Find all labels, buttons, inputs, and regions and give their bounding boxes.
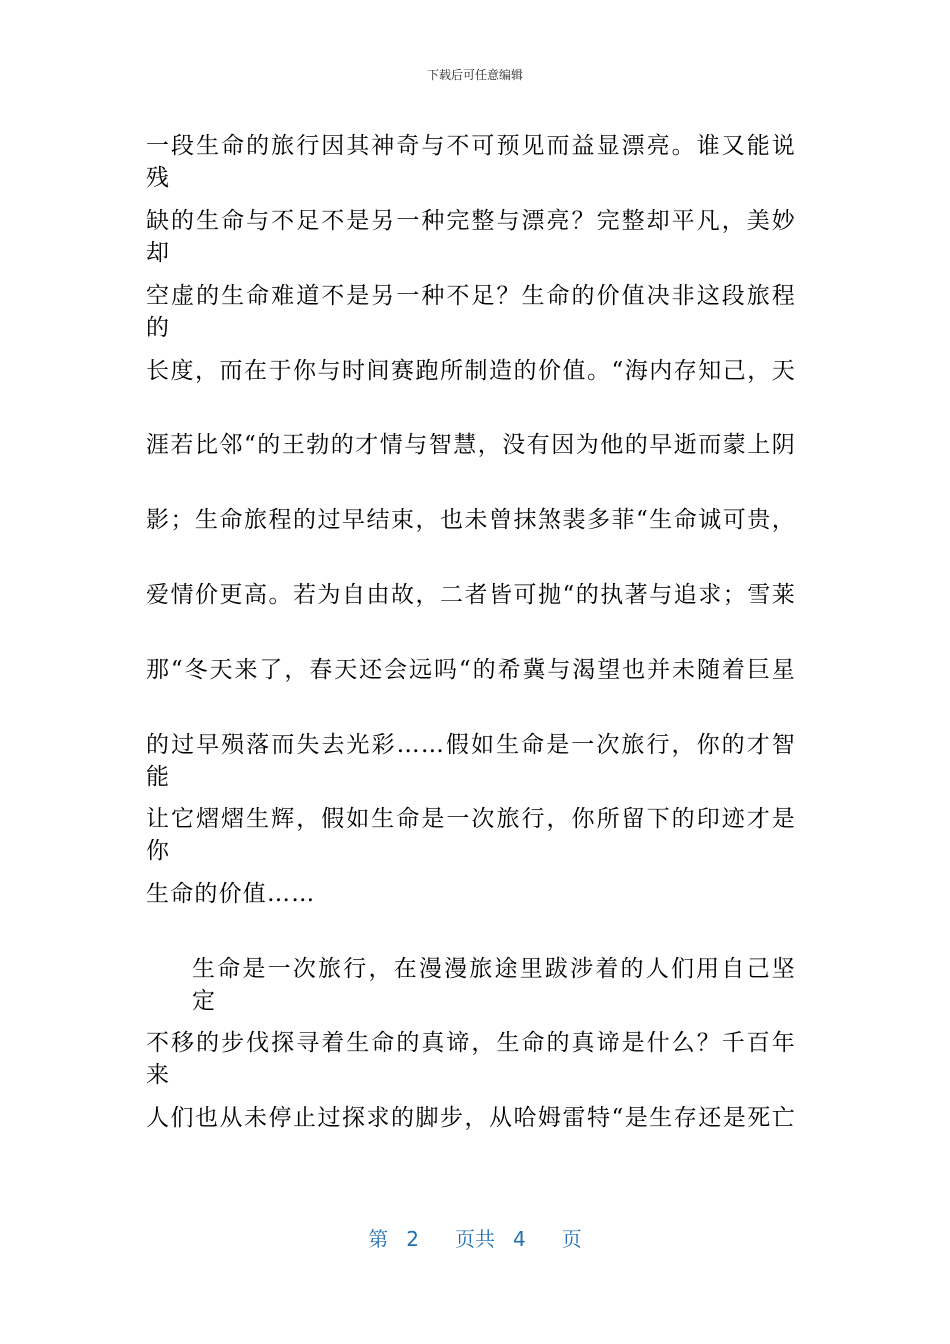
text-line: 空虚的生命难道不是另一种不足？生命的价值决非这段旅程的 xyxy=(146,283,796,341)
page-number-footer xyxy=(0,1226,950,1252)
total-pages-number: 4 xyxy=(513,1227,526,1251)
text-line: 生命的价值…… xyxy=(146,881,316,907)
text-line: 影；生命旅程的过早结束，也未曾抹煞裴多菲“生命诚可贵， xyxy=(146,507,796,533)
text-line: 长度，而在于你与时间赛跑所制造的价值。“海内存知己，天 xyxy=(146,358,796,384)
text-line: 那“冬天来了，春天还会远吗“的希冀与渴望也并未随着巨星 xyxy=(146,657,796,683)
page-prefix: 第 xyxy=(368,1227,389,1251)
text-line: 涯若比邻“的王勃的才情与智慧，没有因为他的早逝而蒙上阴 xyxy=(146,432,796,458)
page-header-note: 下载后可任意编辑 xyxy=(426,68,523,82)
text-line: 人们也从未停止过探求的脚步，从哈姆雷特“是生存还是死亡 xyxy=(146,1105,796,1131)
current-page-number: 2 xyxy=(406,1227,419,1251)
text-line: 让它熠熠生辉，假如生命是一次旅行，你所留下的印迹才是你 xyxy=(146,806,796,864)
page-suffix: 页 xyxy=(561,1227,582,1251)
text-line: 的过早殒落而失去光彩……假如生命是一次旅行，你的才智能 xyxy=(146,732,796,790)
page-mid-label: 页共 xyxy=(455,1227,495,1251)
text-line: 缺的生命与不足不是另一种完整与漂亮？完整却平凡，美妙却 xyxy=(146,208,796,266)
text-line: 一段生命的旅行因其神奇与不可预见而益显漂亮。谁又能说残 xyxy=(146,133,796,191)
text-line: 不移的步伐探寻着生命的真谛，生命的真谛是什么？千百年来 xyxy=(146,1030,796,1088)
text-line: 爱情价更高。若为自由故，二者皆可抛“的执著与追求；雪莱 xyxy=(146,582,796,608)
paragraph-first-line: 生命是一次旅行，在漫漫旅途里跋涉着的人们用自己坚定 xyxy=(192,956,796,1014)
